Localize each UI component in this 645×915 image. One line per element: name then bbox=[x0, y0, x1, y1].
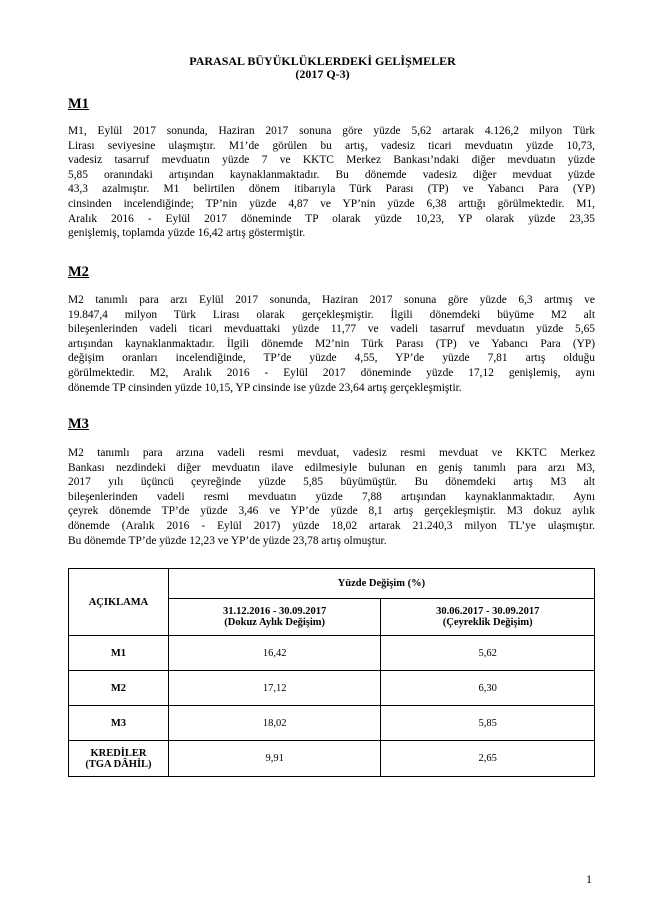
paragraph-line: artışından kaynaklanmaktadır. İlgili dönemde M2’nin Türk Parası (TP) ve Yabancı Para (YP) bbox=[68, 337, 595, 350]
paragraph-line: bileşenlerinden vadeli resmi mevduatın yüzde 7,88 artışından kaynaklanmaktadır. Aynı bbox=[68, 490, 595, 503]
section-paragraph-m2 bbox=[68, 293, 595, 395]
paragraph-line: M1, Eylül 2017 sonunda, Haziran 2017 sonuna göre yüzde 5,62 artarak 4.126,2 milyon Türk bbox=[68, 125, 595, 137]
paragraph-line: Aralık 2016 - Eylül 2017 döneminde TP olarak yüzde 10,23, YP olarak yüzde 23,35 bbox=[68, 212, 595, 225]
row-label-line1: KREDİLER bbox=[90, 747, 147, 759]
header-nine-month-label: (Dokuz Aylık Değişim) bbox=[224, 617, 326, 628]
table-row bbox=[69, 706, 595, 741]
document-title: PARASAL BÜYÜKLÜKLERDEKİ GELİŞMELER bbox=[189, 54, 456, 68]
paragraph-line: dönemde (Aralık 2016 - Eylül 2017) yüzde 18,02 artarak 21.240,3 milyon TL’ye ulaşmıştır. bbox=[68, 519, 595, 532]
nine-month-value: 16,42 bbox=[168, 636, 381, 671]
section-paragraph-m1 bbox=[68, 124, 595, 241]
paragraph-line: değişim oranları incelendiğinde, TP’de yüzde 4,55, YP’de yüzde 7,81 artış olduğu bbox=[68, 352, 595, 365]
header-quarterly-label: (Çeyreklik Değişim) bbox=[442, 617, 533, 628]
paragraph-line: vadesiz tasarruf mevduatın yüzde 7 ve KKTC Merkez Bankası’ndaki diğer mevduatın yüzde bbox=[68, 154, 595, 167]
paragraph-line: M2 tanımlı para arzı Eylül 2017 sonunda, Haziran 2017 sonuna göre yüzde 6,3 artmış ve bbox=[68, 294, 595, 306]
row-label bbox=[69, 741, 169, 777]
section-heading-m2: M2 bbox=[68, 264, 89, 280]
page-number: 1 bbox=[586, 872, 592, 886]
paragraph-line: 43,3 azalmıştır. M1 belirtilen dönem itibarıyla Türk Parası (TP) ve Yabancı Para (YP) bbox=[68, 183, 595, 196]
header-quarterly bbox=[381, 599, 595, 636]
document-subtitle: (2017 Q-3) bbox=[295, 67, 350, 81]
paragraph-line: görülmektedir. M2, Aralık 2016 - Eylül 2017 döneminde yüzde 17,12 genişlemiş, aynı bbox=[68, 366, 595, 379]
table-row bbox=[69, 671, 595, 706]
header-nine-month bbox=[168, 599, 381, 636]
paragraph-line: Lirası seviyesine ulaşmıştır. M1’de görülen bu artış, vadesiz ticari mevduatın yüzde 10,73, bbox=[68, 139, 595, 152]
paragraph-line: 5,85 oranındaki artışından kaynaklanmaktadır. Bu dönemde vadesiz diğer mevduat yüzde bbox=[68, 168, 595, 181]
paragraph-line: bileşenlerinden vadeli ticari mevduattaki yüzde 11,77 ve vadeli tasarruf mevduatın yüzde 5,65 bbox=[68, 323, 595, 336]
percent-change-table bbox=[68, 568, 595, 777]
quarterly-value: 2,65 bbox=[381, 741, 595, 777]
nine-month-value: 9,91 bbox=[168, 741, 381, 777]
row-label: M2 bbox=[69, 671, 169, 706]
paragraph-line: M2 tanımlı para arzına vadeli resmi mevduat, vadesiz resmi mevduat ve KKTC Merkez bbox=[68, 447, 595, 459]
header-percent-change: Yüzde Değişim (%) bbox=[168, 569, 594, 599]
header-aciklama: AÇIKLAMA bbox=[69, 569, 169, 636]
row-label-line2: (TGA DÂHİL) bbox=[85, 758, 152, 770]
header-nine-month-range: 31.12.2016 - 30.09.2017 bbox=[223, 606, 327, 617]
section-heading-m3: M3 bbox=[68, 416, 89, 432]
paragraph-line: 2017 yılı üçüncü çeyreğinde yüzde 5,85 büyümüştür. Bu dönemdeki artış M3 alt bbox=[68, 476, 595, 489]
paragraph-line: cinsinden incelendiğinde; TP’nin yüzde 4,87 ve YP’nin yüzde 6,38 arttığı görülmektedir. M1, bbox=[68, 197, 595, 210]
paragraph-line: 19.847,4 milyon Türk Lirası olarak gerçekleşmiştir. İlgili dönemdeki büyüme M2 alt bbox=[68, 308, 595, 321]
quarterly-value: 5,62 bbox=[381, 636, 595, 671]
quarterly-value: 5,85 bbox=[381, 706, 595, 741]
row-label: M1 bbox=[69, 636, 169, 671]
nine-month-value: 17,12 bbox=[168, 671, 381, 706]
section-heading-m1: M1 bbox=[68, 96, 89, 112]
paragraph-line: genişlemiş, toplamda yüzde 16,42 artış göstermiştir. bbox=[68, 227, 306, 240]
paragraph-line: Bankası nezdindeki diğer mevduatın ilave edilmesiyle bulunan en geniş tanımlı para arzı M3, bbox=[68, 461, 595, 474]
header-quarterly-range: 30.06.2017 - 30.09.2017 bbox=[436, 606, 540, 617]
nine-month-value: 18,02 bbox=[168, 706, 381, 741]
paragraph-line: Bu dönemde TP’de yüzde 12,23 ve YP’de yüzde 23,78 artış olmuştur. bbox=[68, 534, 387, 547]
paragraph-line: dönemde TP cinsinden yüzde 10,15, YP cinsinde ise yüzde 23,64 artış gerçekleşmiştir. bbox=[68, 381, 462, 394]
row-label: M3 bbox=[69, 706, 169, 741]
table-row bbox=[69, 636, 595, 671]
section-paragraph-m3 bbox=[68, 446, 595, 548]
quarterly-value: 6,30 bbox=[381, 671, 595, 706]
table-row bbox=[69, 741, 595, 777]
paragraph-line: çeyrek dönemde TP’de yüzde 3,46 ve YP’de yüzde 8,1 artış gerçekleşmiştir. M3 dokuz aylık bbox=[68, 505, 595, 518]
